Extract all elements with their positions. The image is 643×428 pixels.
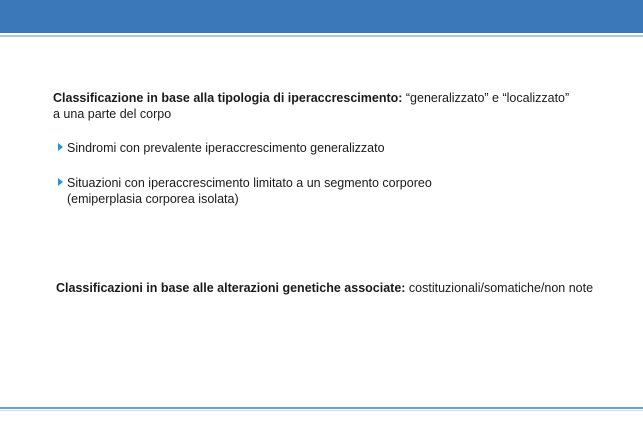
section1-heading-rest: “generalizzato” e “localizzato” — [402, 91, 570, 105]
bullet-item — [58, 140, 385, 156]
header-bar — [0, 0, 643, 33]
footer-rule — [0, 407, 643, 409]
bullet-text: Sindromi con prevalente iperaccrescimento generalizzato — [67, 141, 385, 155]
triangle-arrow-right-icon — [58, 143, 63, 151]
bullet-item — [58, 175, 432, 207]
section1-heading — [53, 90, 569, 122]
section2-heading-rest: costituzionali/somatiche/non note — [405, 281, 594, 295]
section1-heading-line2: a una parte del corpo — [53, 107, 172, 121]
section2-heading-bold: Classificazioni in base alle alterazioni genetiche associate: — [56, 281, 406, 295]
section2-heading — [56, 280, 593, 296]
bullet-text: Situazioni con iperaccrescimento limitato a un segmento corporeo — [67, 176, 432, 190]
section1-heading-bold: Classificazione in base alla tipologia di iperaccrescimento: — [53, 91, 403, 105]
header-rule — [0, 35, 643, 37]
triangle-arrow-right-icon — [58, 178, 63, 186]
bullet-text-continuation: (emiperplasia corporea isolata) — [67, 192, 239, 206]
footer-rule-light — [0, 410, 643, 411]
